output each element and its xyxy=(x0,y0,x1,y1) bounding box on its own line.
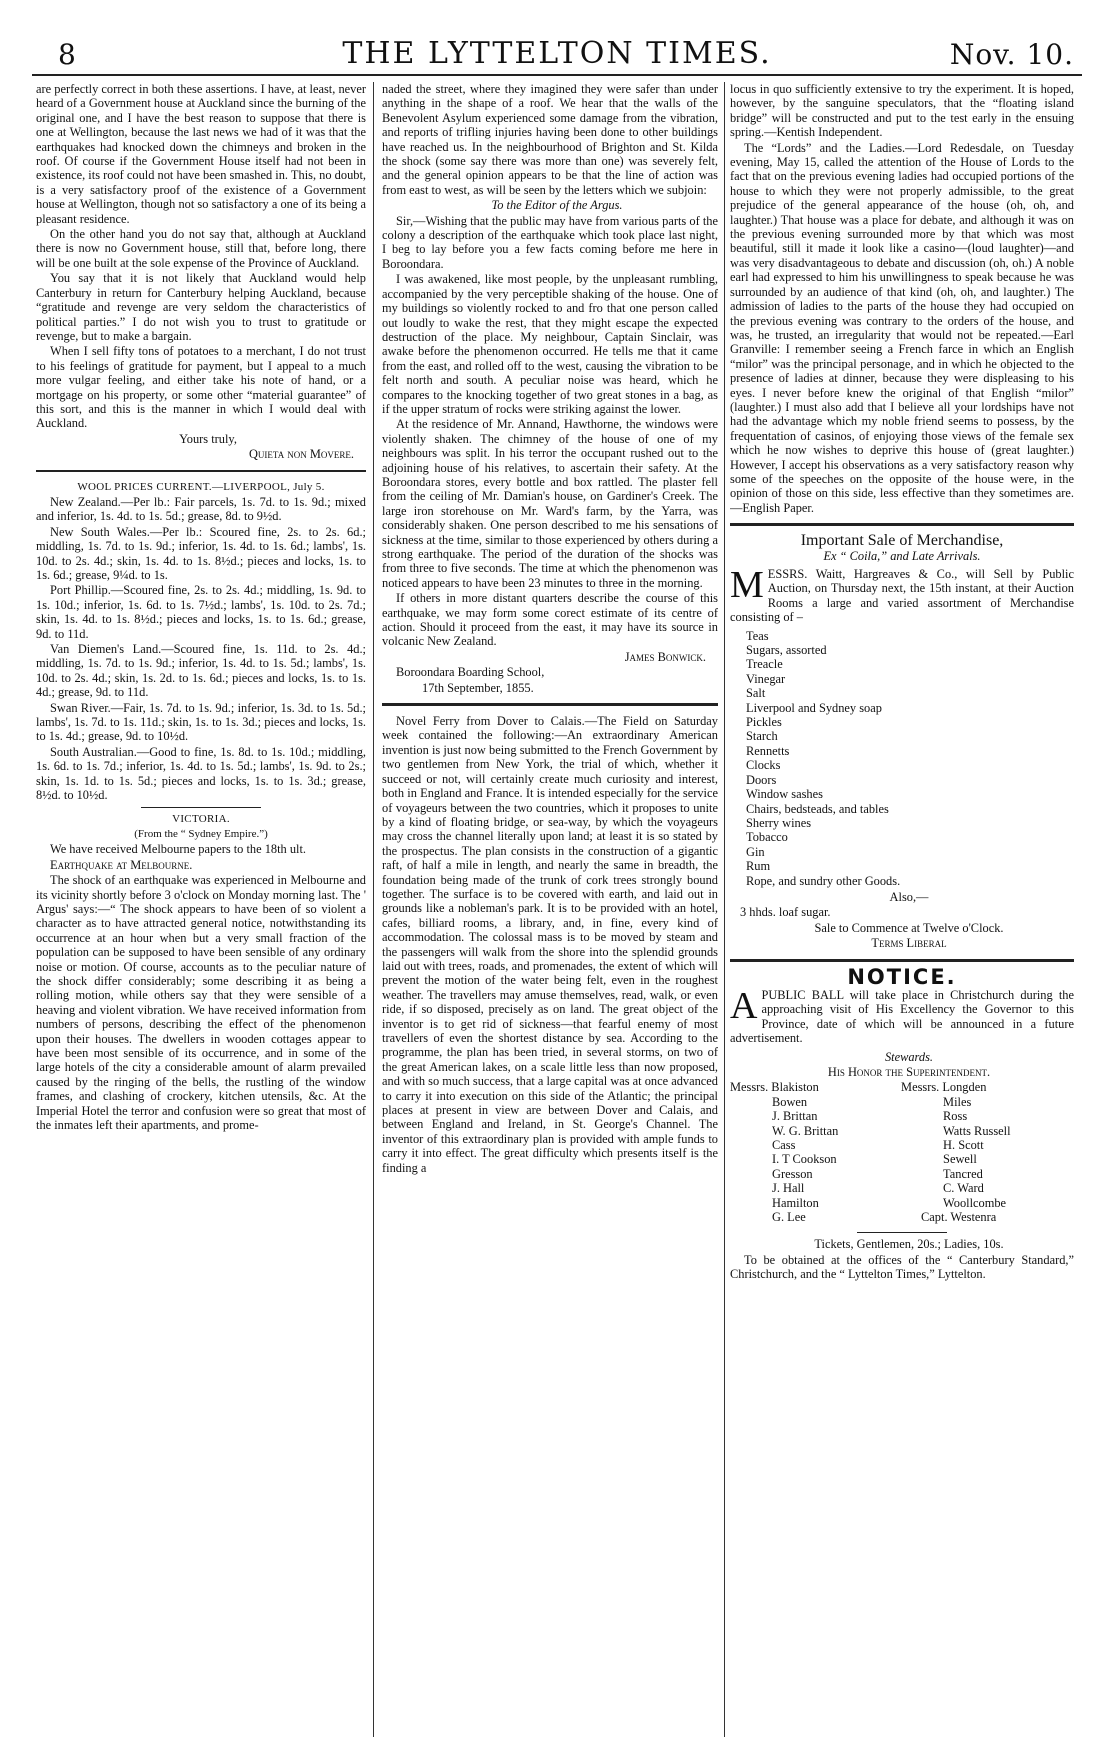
section-rule xyxy=(141,807,261,808)
column-divider xyxy=(724,82,725,1737)
steward-name: H. Scott xyxy=(943,1138,984,1153)
ad-also: Also,— xyxy=(889,889,929,904)
section-rule xyxy=(857,1232,947,1233)
notice-title: NOTICE. xyxy=(847,964,957,989)
steward-name: Messrs. Longden xyxy=(901,1080,987,1095)
steward-name: I. T Cookson xyxy=(772,1152,837,1167)
wool-price-item: Van Diemen's Land.—Scoured fine, 1s. 11d. to 2s. 4d.; middling, 1s. 7d. to 1s. 9d.; inferior, 1s. 4d. to 1s. 5d.; lambs', 1s. 10d. to 2s. 4d.; skin, 1s. 2d. to 1s. 6d.; pieces and locks, 1s. to 1s. 4d.; grease, 9d. to 11d. xyxy=(36,642,366,700)
steward-name: J. Hall xyxy=(772,1181,805,1196)
goods-list xyxy=(746,629,1074,888)
goods-item: Sugars, assorted xyxy=(746,643,827,658)
ticket-outlets: To be obtained at the offices of the “ Canterbury Standard,” Christchurch, and the “ Lyttelton Times,” Lyttelton. xyxy=(730,1252,1074,1282)
letter-address: Boroondara Boarding School, xyxy=(396,665,545,680)
masthead: THE LYTTELTON TIMES. xyxy=(342,36,772,71)
ad-sale-time: Sale to Commence at Twelve o'Clock. xyxy=(814,920,1004,935)
ad-body: ESSRS. Waitt, Hargreaves & Co., will Sell by Public Auction, on Thursday next, the 15th instant, at their Auction Rooms a large and varied assortment of Merchandise consisting of – xyxy=(730,567,1074,625)
ad-hhds: 3 hhds. loaf sugar. xyxy=(740,905,831,920)
goods-item: Treacle xyxy=(746,657,783,672)
steward-name: Bowen xyxy=(772,1094,808,1109)
letter-closing: Yours truly, xyxy=(179,431,237,446)
goods-item: Liverpool and Sydney soap xyxy=(746,700,882,715)
letter-paragraph: When I sell fifty tons of potatoes to a merchant, I do not trust to his feelings of gratitude for payment, but I appeal to a much more vulgar feeling, and either take his note of hand, or a mortgage on his property, or some other “material guarantee” of this sort, and this is the manner in which I would deal with Auckland. xyxy=(36,344,366,431)
ad-terms: Terms Liberal xyxy=(871,936,947,951)
merchandise-advertisement xyxy=(730,534,1074,950)
article-paragraph: naded the street, where they imagined they were safer than under anything in the shape of a roof. We hear that the walls of the Benevolent Asylum experienced some damage from the vibration, and reports of trifling injuries having been done to other buildings have reached us. In the neighbourhood of Brighton and St. Kilda the shock (some say there was more than one) was severely felt, and the general opinion appears to be that the line of action was from east to west, as will be seen by the letters which we subjoin: xyxy=(382,82,718,197)
stewards-table xyxy=(730,1080,1074,1224)
goods-item: Chairs, bedsteads, and tables xyxy=(746,801,889,816)
ad-subtitle: Ex “ Coila,” and Late Arrivals. xyxy=(823,548,981,563)
goods-item: Doors xyxy=(746,772,777,787)
article-paragraph: The shock of an earthquake was experienced in Melbourne and its vicinity shortly before 3 o'clock on Monday morning last. The ' Argus' says:—“ The shock appears to have been of so violent a character as to have attracted general notice, notwithstanding its occurrence at an hour when but a very small fraction of the population can be supposed to have been sensible of any ordinary noise or motion. Of course, accounts as to the peculiar nature of the shock differ considerably; some describing it as being a rolling motion, while others say that they were sensible of a heaving and violent vibration. We have received information from numbers of persons, describing the effect of the phenomenon upon their houses. The dwellers in wooden cottages appear to have been most sensible of its occurrence, and in some of the large hotels of the city a considerable amount of alarm prevailed caused by the ringing of the bells, the rustling of the window frames, and clashing of crockery, kitchen utensils, &c. At the Imperial Hotel the terror and confusion were so great that most of the inmates left their apartments, and prome- xyxy=(36,873,366,1133)
article-paragraph: Novel Ferry from Dover to Calais.—The Field on Saturday week contained the following:—An extraordinary American invention is just now being submitted to the French Government by two gentlemen from New York, the trial of which, whether it succeed or not, will certainly create much curiosity and interest, both in England and France. It is intended especially for the service of voyageurs between the two countries, which it proposes to unite by a kind of floating bridge, or sea-way, by which the voyageurs may cross the channel literally upon land; at least it is so stated by the prospectus. The plan consists in the construction of a gigantic raft, of half a mile in length, and nearly the same in breadth, the foundation being made of the trunk of cork trees strongly bound together. The surface is to be covered with earth, and laid out in grounds like a nobleman's park. It is to be provided with an hotel, cafes, billiard rooms, a library, and, in fine, every kind of accommodation. The colossal mass is to be moved by steam and the passengers will walk from the shore into the splendid grounds laid out with trees, roads, and promenades, the extent of which will prevent the motion of the water being felt, even in the roughest weather. The travellers may amuse themselves, read, walk, or even ride, if so disposed, precisely as on land. The great object of the inventor is to get rid of sickness—that fearful enemy of most travellers of even the shortest distance by sea. According to the programme, the plan has been tried, in several storms, on two of the great American lakes, on a scale little less than now proposed, and with so much success, that a large capital was at once advanced to carry it into execution on this side of the Atlantic; the principal places at present in view are between Dover and Calais, and between England and Ireland, in St. George's Channel. The inventor of this extraordinary plan is provided with ample funds to carry it into effect. The great difficulty which presents itself is the finding a xyxy=(382,714,718,1175)
letter-paragraph: On the other hand you do not say that, although at Auckland there is now no Government house, still that, before long, there will be one built at the sole expense of the Province of Auckland. xyxy=(36,227,366,270)
letter-paragraph: If others in more distant quarters describe the course of this earthquake, we may form some corect estimate of its centre of action. Should it proceed from the east, it may have its source in volcanic New Zealand. xyxy=(382,591,718,649)
ticket-prices: Tickets, Gentlemen, 20s.; Ladies, 10s. xyxy=(814,1237,1004,1252)
wool-price-list xyxy=(36,495,366,803)
wool-price-item: New South Wales.—Per lb.: Scoured fine, 2s. to 2s. 6d.; middling, 1s. 7d. to 1s. 9d.; inferior, 1s. 4d. to 1s. 6d.; lambs', 1s. 10d. to 2s. 4d.; skin, 1s. 4d. to 1s. 8½d.; pieces and locks, 1s. to 1s. 6d.; grease, 9¼d. to 1s. xyxy=(36,524,366,582)
steward-name: Sewell xyxy=(943,1152,977,1167)
goods-item: Salt xyxy=(746,686,766,701)
steward-name: Woollcombe xyxy=(943,1195,1007,1210)
goods-item: Gin xyxy=(746,844,765,859)
steward-name: Hamilton xyxy=(772,1195,819,1210)
letter-paragraph: Sir,—Wishing that the public may have from various parts of the colony a description of the earthquake which took place last night, I beg to lay before you a few facts coming before me here in Boroondara. xyxy=(382,213,718,271)
goods-item: Rope, and sundry other Goods. xyxy=(746,873,901,888)
letter-paragraph: You say that it is not likely that Auckland would help Canterbury in return for Canterbury helping Auckland, because “gratitude and revenge are very seldom the characteristics of political parties.” I do not wish you to trust to gratitude or revenge, but to make a bargain. xyxy=(36,271,366,343)
letter-signature: James Bonwick. xyxy=(624,649,706,664)
column-divider xyxy=(373,82,374,1737)
article-paragraph: The “Lords” and the Ladies.—Lord Redesdale, on Tuesday evening, May 15, called the attention of the House of Lords to the fact that on the previous evening ladies had occupied portions of the house to which they were not properly admissible, to the great prejudice of the general appearance of the house (oh, oh, and laughter.) That house was a place for debate, and although it was on the previous evening surrounded more by that which was most beautiful, still it made it look like a casino—(loud laughter)—and was very disadvantageous to debate and discussion (oh, oh.) A noble earl had expressed to him his unwillingness to speak because he was surrounded by an audience of that kind (oh, oh, and laughter.) The admission of ladies to the parts of the house they had occupied on the previous evening was contrary to the orders of the house, and was, he trusted, an irregularity that would not be repeated.—Earl Granville: I remember seeing a French farce in which an English “milor” was the principal personage, and in which he objected to the presence of ladies at dinner, because they were displeasing to his eyes. I never before knew the original of that English “milor” (laughter.) I must also add that I believe all your lordships have not had the advantage which my noble friend seems to possess, by the frequentation of casinos, of enjoying those views of the female sex which he now wishes to deprive this house of (great laughter.) However, I accept his observations as a very satisfactory reason why some of the speeches on the opposite of the house were, in the opinion of those on this side, less effective than they sometimes are.—English Paper. xyxy=(730,140,1074,515)
letter-paragraph: I was awakened, like most people, by the unpleasant rumbling, accompanied by the very perceptible shaking of the house. One of my buildings so violently rocked to and fro that one person called out loudly to wake the rest, that they might escape the expected destruction of the place. My neighbour, Captain Sinclair, was awake before the phenomenon occurred. He tells me that it came from the east, and rolled off to the west, causing the vibration to be felt north and south. A peculiar noise was heard, which he compares to the knocking together of two great stones in a bag, as if the upper stratum of rocks were striking against the lower. xyxy=(382,272,718,416)
section-rule xyxy=(730,523,1074,526)
column-1 xyxy=(36,82,366,1742)
steward-name: G. Lee xyxy=(772,1210,806,1225)
steward-name: Miles xyxy=(943,1094,972,1109)
steward-name: Capt. Westenra xyxy=(921,1210,997,1225)
steward-name: Cass xyxy=(772,1138,796,1153)
drop-cap: M xyxy=(730,564,764,606)
wool-price-item: Port Phillip.—Scoured fine, 2s. to 2s. 4d.; middling, 1s. 9d. to 1s. 10d.; inferior, 1s. 6d. to 1s. 7½d.; lambs', 1s. 10d. to 2s. 7d.; skin, 1s. 4d. to 1s. 8½d.; pieces and locks, 1s. to 1s. 6d.; grease, 9d. to 11d. xyxy=(36,583,366,641)
notice-advertisement xyxy=(730,964,1074,1282)
goods-item: Pickles xyxy=(746,715,782,730)
steward-name: J. Brittan xyxy=(772,1109,818,1124)
goods-item: Vinegar xyxy=(746,671,786,686)
goods-item: Teas xyxy=(746,628,769,643)
steward-name: Messrs. Blakiston xyxy=(730,1080,819,1095)
steward-name: Watts Russell xyxy=(943,1123,1011,1138)
letter-paragraph: are perfectly correct in both these assertions. I have, at least, never heard of a Government house at Auckland since the burning of the original one, and I have the best reason to suppose that there is one at Wellington, because the last news we had of it was that the earthquakes had knocked down the chimneys and broken in the roof. Of course if the Government House itself had not been in existence, its roof could not have been smashed in. This, no doubt, is a very satisfactory proof of the existence of a Government house at Wellington, though not so satisfactory a one of its being a pleasant residence. xyxy=(36,82,366,226)
earthquake-heading: Earthquake at Melbourne. xyxy=(50,857,193,872)
goods-item: Clocks xyxy=(746,758,781,773)
wool-price-item: South Australian.—Good to fine, 1s. 8d. to 1s. 10d.; middling, 1s. 6d. to 1s. 7d.; inferior, 1s. 4d. to 1s. 5d.; lambs', 1s. 9d. to 2s.; skin, 1s. 1d. to 1s. 5d.; pieces and locks, 1s. to 1s. 3d.; grease, 8½d. to 10½d. xyxy=(36,744,366,803)
steward-name: Gresson xyxy=(772,1166,813,1181)
letter-paragraph: At the residence of Mr. Annand, Hawthorne, the windows were violently shaken. The chimney of the house of one of my neighbours was split. In his terror the occupant rushed out to the adjoining house of his relatives, to ascertain their safety. At the Boroondara stores, every bottle and box rattled. The plaster fell from the ceiling of Mr. Damian's house, on Gardiner's Creek. The large iron storehouse on Mr. Ward's farm, by the Yarra, was considerably shaken. One person described to me his sensations of sickness at the time, similar to those experienced by others during a strong earthquake. The period of the duration of the shocks was from three to five seconds. The time at which the phenomenon was noticed appears to have been 23 minutes to three in the morning. xyxy=(382,417,718,590)
letter-signature: Quieta non Movere. xyxy=(248,447,354,462)
letter-date: 17th September, 1855. xyxy=(422,680,534,695)
steward-name: Tancred xyxy=(943,1166,983,1181)
header-rule xyxy=(32,74,1082,76)
section-rule xyxy=(382,703,718,706)
letter-heading: To the Editor of the Argus. xyxy=(491,198,623,213)
page-number: 8 xyxy=(58,38,76,71)
stewards-honor: His Honor the Superintendent. xyxy=(827,1065,991,1079)
goods-item: Rum xyxy=(746,859,771,874)
wool-prices-heading: WOOL PRICES CURRENT.—LIVERPOOL, July 5. xyxy=(77,480,325,493)
ad-title: Important Sale of Merchandise, xyxy=(800,532,1004,550)
goods-item: Rennetts xyxy=(746,743,790,758)
article-paragraph: We have received Melbourne papers to the 18th ult. xyxy=(50,842,307,857)
stewards-heading: Stewards. xyxy=(884,1049,934,1064)
wool-price-item: New Zealand.—Per lb.: Fair parcels, 1s. 7d. to 1s. 9d.; mixed and inferior, 1s. 4d. to 1s. 5d.; grease, 8d. to 9½d. xyxy=(36,494,366,524)
column-3 xyxy=(730,82,1074,1742)
wool-price-item: Swan River.—Fair, 1s. 7d. to 1s. 9d.; inferior, 1s. 3d. to 1s. 5d.; lambs', 1s. 7d. to 1s. 11d.; skin, 1s. to 1s. 3d.; pieces and locks, 1s. to 1s. 4d.; grease, 9d. to 10½d. xyxy=(36,700,366,744)
page-header xyxy=(0,0,1114,78)
section-rule xyxy=(730,959,1074,962)
section-rule xyxy=(36,470,366,472)
steward-name: W. G. Brittan xyxy=(772,1123,839,1138)
goods-item: Starch xyxy=(746,729,778,744)
steward-name: C. Ward xyxy=(943,1181,984,1196)
notice-body: PUBLIC BALL will take place in Christchurch during the approaching visit of His Excellency the Governor to this Province, date of which will be announced in a future advertisement. xyxy=(730,987,1074,1046)
goods-item: Sherry wines xyxy=(746,815,812,830)
goods-item: Tobacco xyxy=(746,830,788,845)
victoria-heading: VICTORIA. xyxy=(172,812,230,825)
article-paragraph: locus in quo sufficiently extensive to try the experiment. It is hoped, however, by the sanguine speculators, that the “floating island bridge” will be constructed and put to the test early in the ensuing spring.—Kentish Independent. xyxy=(730,82,1074,140)
steward-name: Ross xyxy=(943,1109,968,1124)
goods-item: Window sashes xyxy=(746,787,823,802)
drop-cap: A xyxy=(730,984,758,1027)
issue-date: Nov. 10. xyxy=(949,38,1074,71)
victoria-source: (From the “ Sydney Empire.”) xyxy=(134,827,268,840)
column-2 xyxy=(382,82,718,1742)
